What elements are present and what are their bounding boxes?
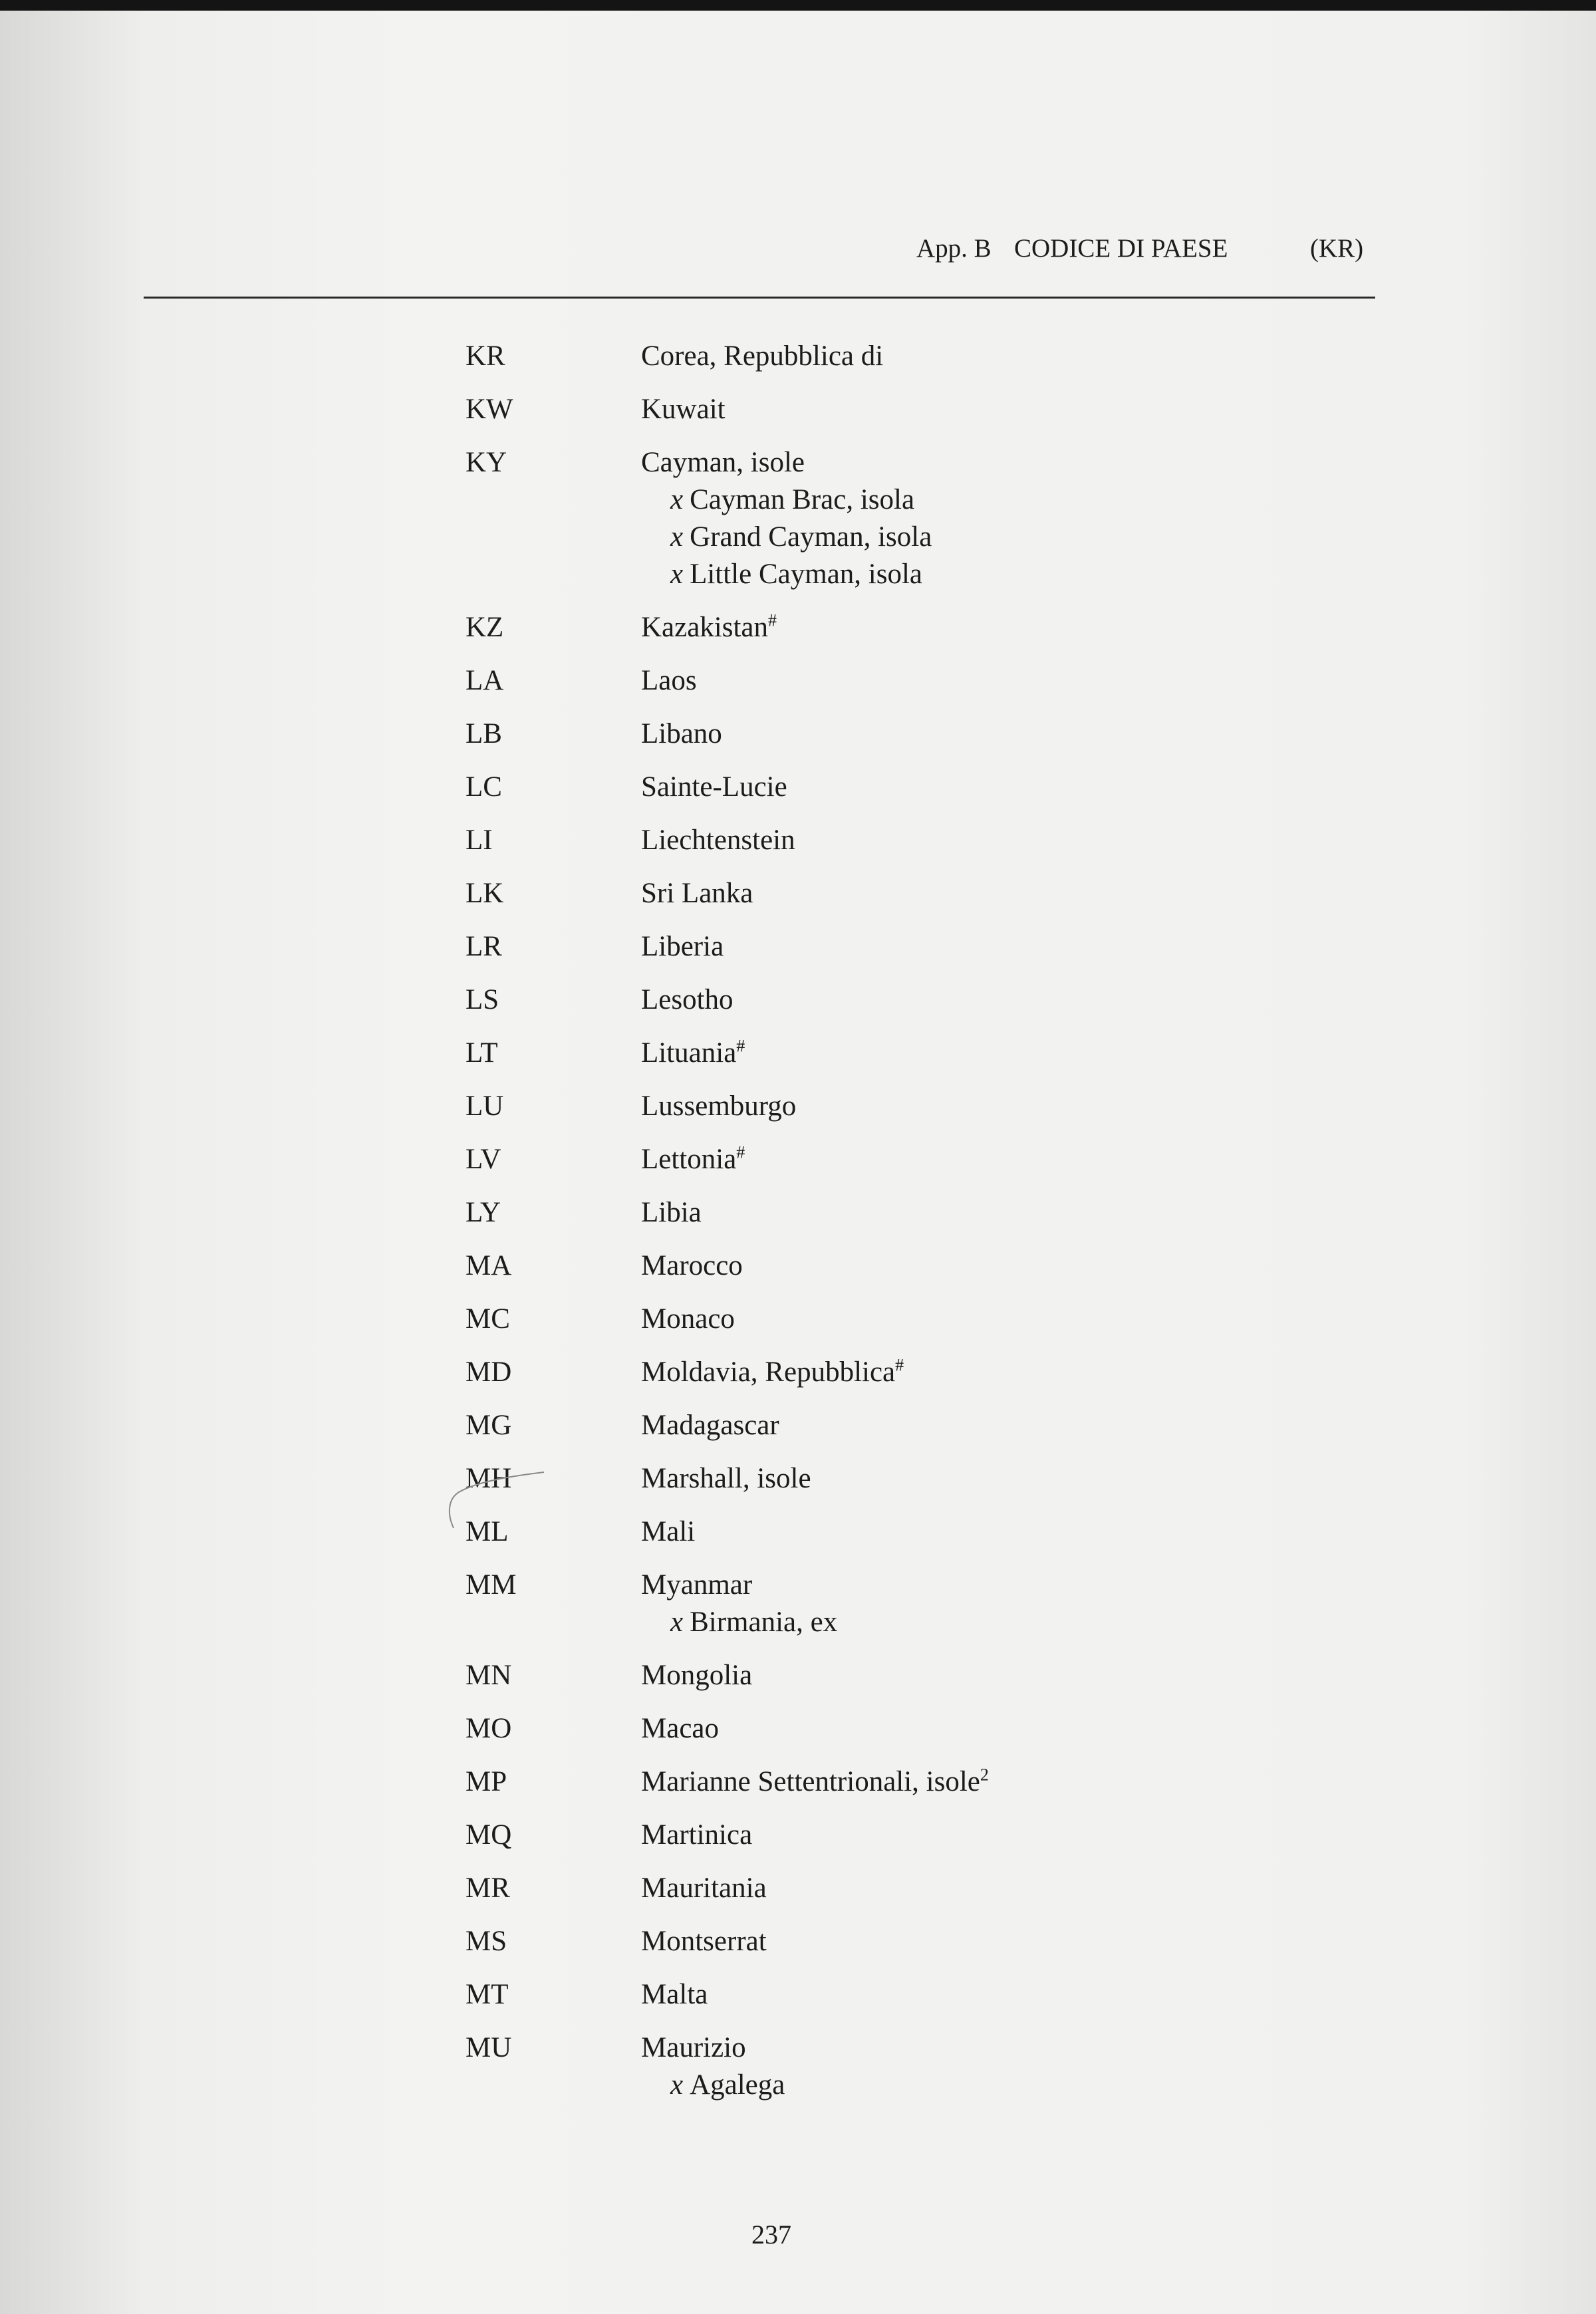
entry-row bbox=[466, 609, 1330, 646]
country-code: MU bbox=[466, 2032, 512, 2063]
country-name-text: Cayman, isole bbox=[641, 447, 805, 478]
country-code: MG bbox=[466, 1410, 512, 1441]
variant-marker: x bbox=[670, 2069, 684, 2101]
header-rule bbox=[144, 297, 1375, 299]
footnote-mark: 2 bbox=[980, 1765, 989, 1785]
country-name-text: Moldavia, Repubblica bbox=[641, 1356, 896, 1388]
variant-text: Agalega bbox=[690, 2069, 785, 2101]
entry-row bbox=[466, 1460, 1330, 1497]
country-name bbox=[641, 1763, 1330, 1801]
country-names bbox=[641, 444, 1330, 593]
country-code: MR bbox=[466, 1872, 510, 1904]
country-name bbox=[641, 769, 1330, 806]
country-code: LK bbox=[466, 878, 504, 909]
country-name bbox=[641, 1301, 1330, 1338]
country-code: KY bbox=[466, 447, 507, 478]
country-names bbox=[641, 1763, 1330, 1801]
country-name bbox=[641, 715, 1330, 753]
country-code: KR bbox=[466, 340, 505, 372]
entry-row bbox=[466, 1817, 1330, 1854]
country-name-text: Libia bbox=[641, 1197, 702, 1228]
entry-row bbox=[466, 1976, 1330, 2013]
country-name bbox=[641, 391, 1330, 428]
variant-text: Cayman Brac, isola bbox=[690, 484, 915, 515]
country-name-text: Myanmar bbox=[641, 1569, 753, 1601]
pencil-mark bbox=[444, 1467, 564, 1547]
country-name bbox=[641, 609, 1330, 646]
country-names bbox=[641, 769, 1330, 806]
country-names bbox=[641, 1141, 1330, 1178]
country-names bbox=[641, 928, 1330, 965]
country-names bbox=[641, 1513, 1330, 1551]
country-code: LT bbox=[466, 1037, 498, 1069]
country-name bbox=[641, 1976, 1330, 2013]
country-name-text: Lettonia bbox=[641, 1144, 737, 1175]
country-names bbox=[641, 1194, 1330, 1231]
country-name bbox=[641, 1657, 1330, 1694]
running-head bbox=[916, 231, 1371, 266]
country-name bbox=[641, 1194, 1330, 1231]
country-code: LR bbox=[466, 931, 502, 962]
country-code: ML bbox=[466, 1516, 509, 1547]
country-name bbox=[641, 1567, 1330, 1604]
country-name-text: Maurizio bbox=[641, 2032, 746, 2063]
entry-row bbox=[466, 1194, 1330, 1231]
country-code: MP bbox=[466, 1766, 507, 1797]
country-names bbox=[641, 1710, 1330, 1747]
country-name-text: Lituania bbox=[641, 1037, 737, 1069]
country-code: LU bbox=[466, 1091, 504, 1122]
country-name bbox=[641, 875, 1330, 912]
entry-row bbox=[466, 1035, 1330, 1072]
country-name-text: Mongolia bbox=[641, 1660, 753, 1691]
country-name bbox=[641, 822, 1330, 859]
variant-name bbox=[641, 481, 1330, 519]
country-name-text: Corea, Repubblica di bbox=[641, 340, 884, 372]
country-names bbox=[641, 1817, 1330, 1854]
country-names bbox=[641, 609, 1330, 646]
country-code: KZ bbox=[466, 612, 504, 643]
country-name-text: Lesotho bbox=[641, 984, 733, 1015]
entry-row bbox=[466, 875, 1330, 912]
variant-marker: x bbox=[670, 484, 684, 515]
country-code: MQ bbox=[466, 1819, 512, 1851]
country-names bbox=[641, 1460, 1330, 1497]
variant-name bbox=[641, 519, 1330, 556]
entry-row bbox=[466, 662, 1330, 700]
country-names bbox=[641, 981, 1330, 1019]
country-code: LY bbox=[466, 1197, 501, 1228]
country-name-text: Liechtenstein bbox=[641, 825, 795, 856]
country-names bbox=[641, 391, 1330, 428]
entry-row bbox=[466, 769, 1330, 806]
country-code: KW bbox=[466, 394, 513, 425]
country-name bbox=[641, 1460, 1330, 1497]
country-name-text: Kazakistan bbox=[641, 612, 769, 643]
variant-text: Birmania, ex bbox=[690, 1607, 838, 1638]
country-name-text: Monaco bbox=[641, 1303, 735, 1335]
country-name-text: Marshall, isole bbox=[641, 1463, 811, 1494]
entry-row bbox=[466, 715, 1330, 753]
country-name-text: Montserrat bbox=[641, 1926, 767, 1957]
country-name bbox=[641, 1088, 1330, 1125]
variant-name bbox=[641, 2067, 1330, 2104]
country-code: LS bbox=[466, 984, 499, 1015]
country-name bbox=[641, 928, 1330, 965]
country-code: MD bbox=[466, 1356, 512, 1388]
country-name-text: Marianne Settentrionali, isole bbox=[641, 1766, 980, 1797]
country-code: MC bbox=[466, 1303, 510, 1335]
country-name bbox=[641, 1354, 1330, 1391]
variant-marker: x bbox=[670, 521, 684, 553]
country-name bbox=[641, 2029, 1330, 2067]
country-names bbox=[641, 1088, 1330, 1125]
country-code: LV bbox=[466, 1144, 501, 1175]
country-names bbox=[641, 1870, 1330, 1907]
country-code-list bbox=[466, 338, 1330, 2120]
country-names bbox=[641, 338, 1330, 375]
footnote-mark: # bbox=[736, 1036, 745, 1056]
scan-top-edge bbox=[0, 0, 1596, 11]
country-code: MN bbox=[466, 1660, 512, 1691]
entry-row bbox=[466, 1923, 1330, 1960]
country-names bbox=[641, 1354, 1330, 1391]
country-code: LI bbox=[466, 825, 493, 856]
country-name-text: Martinica bbox=[641, 1819, 753, 1851]
country-names bbox=[641, 1567, 1330, 1641]
country-name bbox=[641, 1710, 1330, 1747]
country-code: MS bbox=[466, 1926, 507, 1957]
entry-row bbox=[466, 1513, 1330, 1551]
country-name bbox=[641, 1407, 1330, 1444]
country-code: MT bbox=[466, 1979, 509, 2010]
country-name-text: Sainte-Lucie bbox=[641, 771, 787, 803]
entry-row bbox=[466, 1247, 1330, 1285]
country-name-text: Macao bbox=[641, 1713, 719, 1744]
country-name bbox=[641, 662, 1330, 700]
country-name bbox=[641, 444, 1330, 481]
country-name bbox=[641, 1923, 1330, 1960]
entry-row bbox=[466, 1710, 1330, 1747]
country-name bbox=[641, 1141, 1330, 1178]
country-name-text: Lussemburgo bbox=[641, 1091, 797, 1122]
country-name-text: Laos bbox=[641, 665, 697, 696]
entry-row bbox=[466, 981, 1330, 1019]
country-names bbox=[641, 662, 1330, 700]
variant-marker: x bbox=[670, 559, 684, 590]
country-name-text: Kuwait bbox=[641, 394, 726, 425]
entry-row bbox=[466, 1088, 1330, 1125]
footnote-mark: # bbox=[736, 1142, 745, 1162]
country-names bbox=[641, 1407, 1330, 1444]
entry-row bbox=[466, 1354, 1330, 1391]
page-number: 237 bbox=[751, 2220, 791, 2250]
entry-row bbox=[466, 1141, 1330, 1178]
variant-marker: x bbox=[670, 1607, 684, 1638]
country-name-text: Malta bbox=[641, 1979, 708, 2010]
entry-row bbox=[466, 1407, 1330, 1444]
country-names bbox=[641, 1035, 1330, 1072]
country-code: MO bbox=[466, 1713, 512, 1744]
country-names bbox=[641, 1976, 1330, 2013]
entry-row bbox=[466, 1870, 1330, 1907]
country-code: LB bbox=[466, 718, 502, 749]
country-code: MM bbox=[466, 1569, 517, 1601]
section-title: CODICE DI PAESE bbox=[1014, 234, 1228, 263]
country-name bbox=[641, 1817, 1330, 1854]
entry-row bbox=[466, 1301, 1330, 1338]
country-name bbox=[641, 1035, 1330, 1072]
country-name-text: Mali bbox=[641, 1516, 696, 1547]
country-name bbox=[641, 981, 1330, 1019]
country-name-text: Libano bbox=[641, 718, 722, 749]
country-name-text: Mauritania bbox=[641, 1872, 767, 1904]
country-name bbox=[641, 1247, 1330, 1285]
variant-name bbox=[641, 1604, 1330, 1641]
appendix-label: App. B bbox=[916, 234, 992, 263]
entry-row bbox=[466, 391, 1330, 428]
entry-row bbox=[466, 928, 1330, 965]
country-name-text: Liberia bbox=[641, 931, 724, 962]
variant-text: Little Cayman, isola bbox=[690, 559, 922, 590]
country-name-text: Madagascar bbox=[641, 1410, 779, 1441]
country-code: LC bbox=[466, 771, 502, 803]
footnote-mark: # bbox=[895, 1355, 904, 1375]
country-code: LA bbox=[466, 665, 504, 696]
country-code: MA bbox=[466, 1250, 512, 1281]
country-name-text: Marocco bbox=[641, 1250, 743, 1281]
country-names bbox=[641, 875, 1330, 912]
entry-row bbox=[466, 1763, 1330, 1801]
country-names bbox=[641, 1657, 1330, 1694]
variant-text: Grand Cayman, isola bbox=[690, 521, 932, 553]
country-names bbox=[641, 2029, 1330, 2104]
entry-row bbox=[466, 444, 1330, 593]
country-name bbox=[641, 1870, 1330, 1907]
country-code: MH bbox=[466, 1463, 512, 1494]
country-names bbox=[641, 1923, 1330, 1960]
country-name-text: Sri Lanka bbox=[641, 878, 753, 909]
entry-row bbox=[466, 1567, 1330, 1641]
entry-row bbox=[466, 2029, 1330, 2104]
footnote-mark: # bbox=[768, 610, 777, 630]
country-names bbox=[641, 1301, 1330, 1338]
country-name bbox=[641, 1513, 1330, 1551]
country-names bbox=[641, 822, 1330, 859]
entry-row bbox=[466, 338, 1330, 375]
entry-row bbox=[466, 822, 1330, 859]
page-range-code: (KR) bbox=[1310, 234, 1364, 263]
country-names bbox=[641, 1247, 1330, 1285]
variant-name bbox=[641, 556, 1330, 593]
country-name bbox=[641, 338, 1330, 375]
country-names bbox=[641, 715, 1330, 753]
entry-row bbox=[466, 1657, 1330, 1694]
